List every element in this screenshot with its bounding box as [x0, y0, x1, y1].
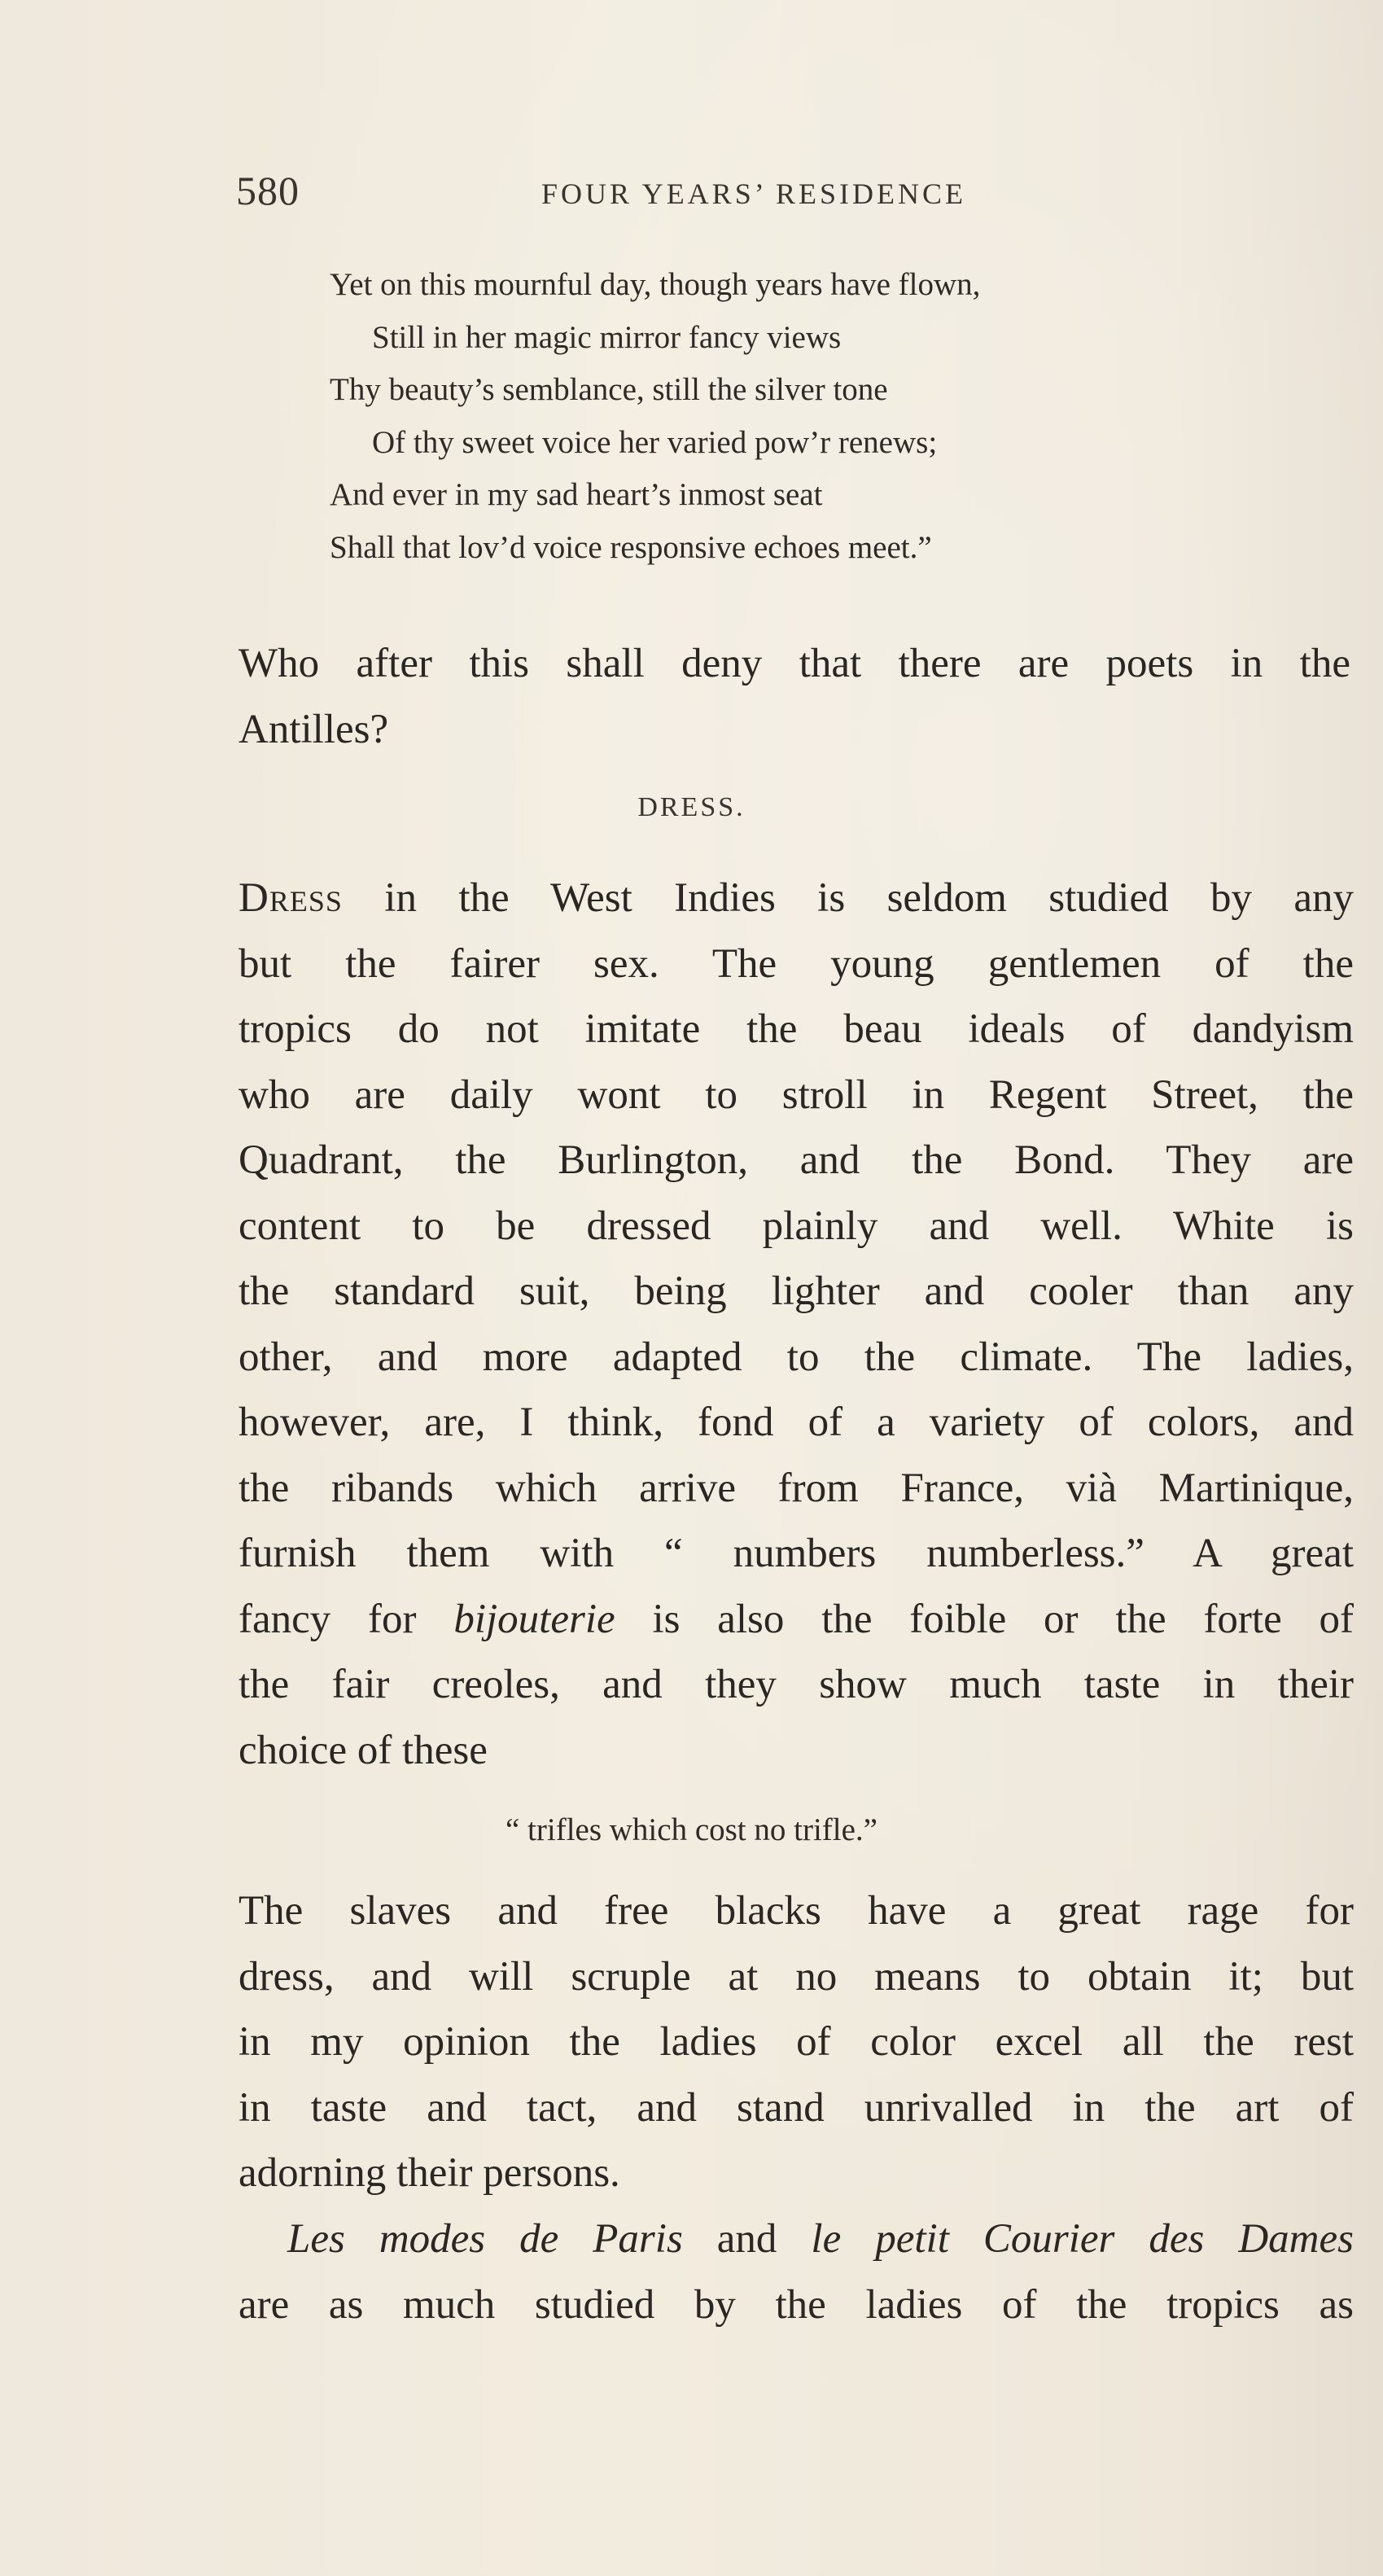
- text-line: the fair creoles, and they show much taste in their: [239, 1662, 1354, 1707]
- text-line: Les modes de Paris and le petit Courier des Dames: [287, 2216, 1354, 2262]
- poem-line: Shall that lov’d voice responsive echoes meet.”: [330, 529, 932, 565]
- text-line: fancy for bijouterie is also the foible or the forte of: [239, 1596, 1354, 1642]
- text-line: Quadrant, the Burlington, and the Bond. They are: [239, 1137, 1354, 1183]
- page-header: [236, 167, 1083, 216]
- quotation-line: “ trifles which cost no trifle.”: [505, 1812, 878, 1847]
- section-heading: DRESS.: [637, 792, 746, 822]
- italic-title: Les modes de Paris: [287, 2216, 683, 2262]
- italic-word: bijouterie: [453, 1596, 615, 1642]
- poem-line: Of thy sweet voice her varied pow’r renews;: [372, 424, 938, 460]
- poem-line: Still in her magic mirror fancy views: [372, 319, 842, 355]
- text-line: The slaves and free blacks have a great rage for: [239, 1888, 1354, 1934]
- text-line: other, and more adapted to the climate. The ladies,: [239, 1334, 1354, 1380]
- text-line: choice of these: [239, 1727, 488, 1773]
- text-line: but the fairer sex. The young gentlemen of the: [239, 940, 1354, 987]
- text-line: content to be dressed plainly and well. White is: [239, 1203, 1354, 1249]
- text-line: tropics do not imitate the beau ideals of dandyism: [239, 1006, 1354, 1052]
- page-number: 580: [236, 168, 300, 213]
- text-line: dress, and will scruple at no means to obtain it; but: [239, 1953, 1354, 2000]
- text-line: are as much studied by the ladies of the tropics as: [239, 2281, 1354, 2328]
- text-line: adorning their persons.: [239, 2150, 620, 2196]
- poem-stanza: [330, 259, 1225, 574]
- text-line: however, are, I think, fond of a variety of colors, and: [239, 1400, 1354, 1445]
- poem-line: And ever in my sad heart’s inmost seat: [330, 477, 823, 512]
- poem-line: Yet on this mournful day, though years have flown,: [330, 267, 981, 302]
- text-line: the standard suit, being lighter and cooler than any: [239, 1268, 1354, 1314]
- text-line: Antilles?: [239, 706, 389, 752]
- italic-title: le petit Courier des Dames: [811, 2216, 1354, 2262]
- paragraph-modes: [239, 2206, 1354, 2337]
- drop-word: Dress: [239, 875, 343, 921]
- paragraph-slaves: [239, 1878, 1354, 2206]
- text-line: Who after this shall deny that there are poets in the: [239, 641, 1350, 686]
- text-line: in taste and tact, and stand unrivalled in the art of: [239, 2084, 1354, 2131]
- text-line: who are daily wont to stroll in Regent Street, the: [239, 1071, 1354, 1118]
- paragraph-dress: [239, 865, 1354, 1783]
- poem-line: Thy beauty’s semblance, still the silver tone: [330, 372, 888, 407]
- paragraph-poets: [239, 631, 1350, 762]
- text-line: Dress in the West Indies is seldom studied by any: [239, 875, 1354, 921]
- text-line: the ribands which arrive from France, vià Martinique,: [239, 1465, 1354, 1511]
- text-line: in my opinion the ladies of color excel all the rest: [239, 2019, 1354, 2065]
- running-title: FOUR YEARS’ RESIDENCE: [541, 177, 967, 210]
- text-line: furnish them with “ numbers numberless.” A great: [239, 1531, 1354, 1576]
